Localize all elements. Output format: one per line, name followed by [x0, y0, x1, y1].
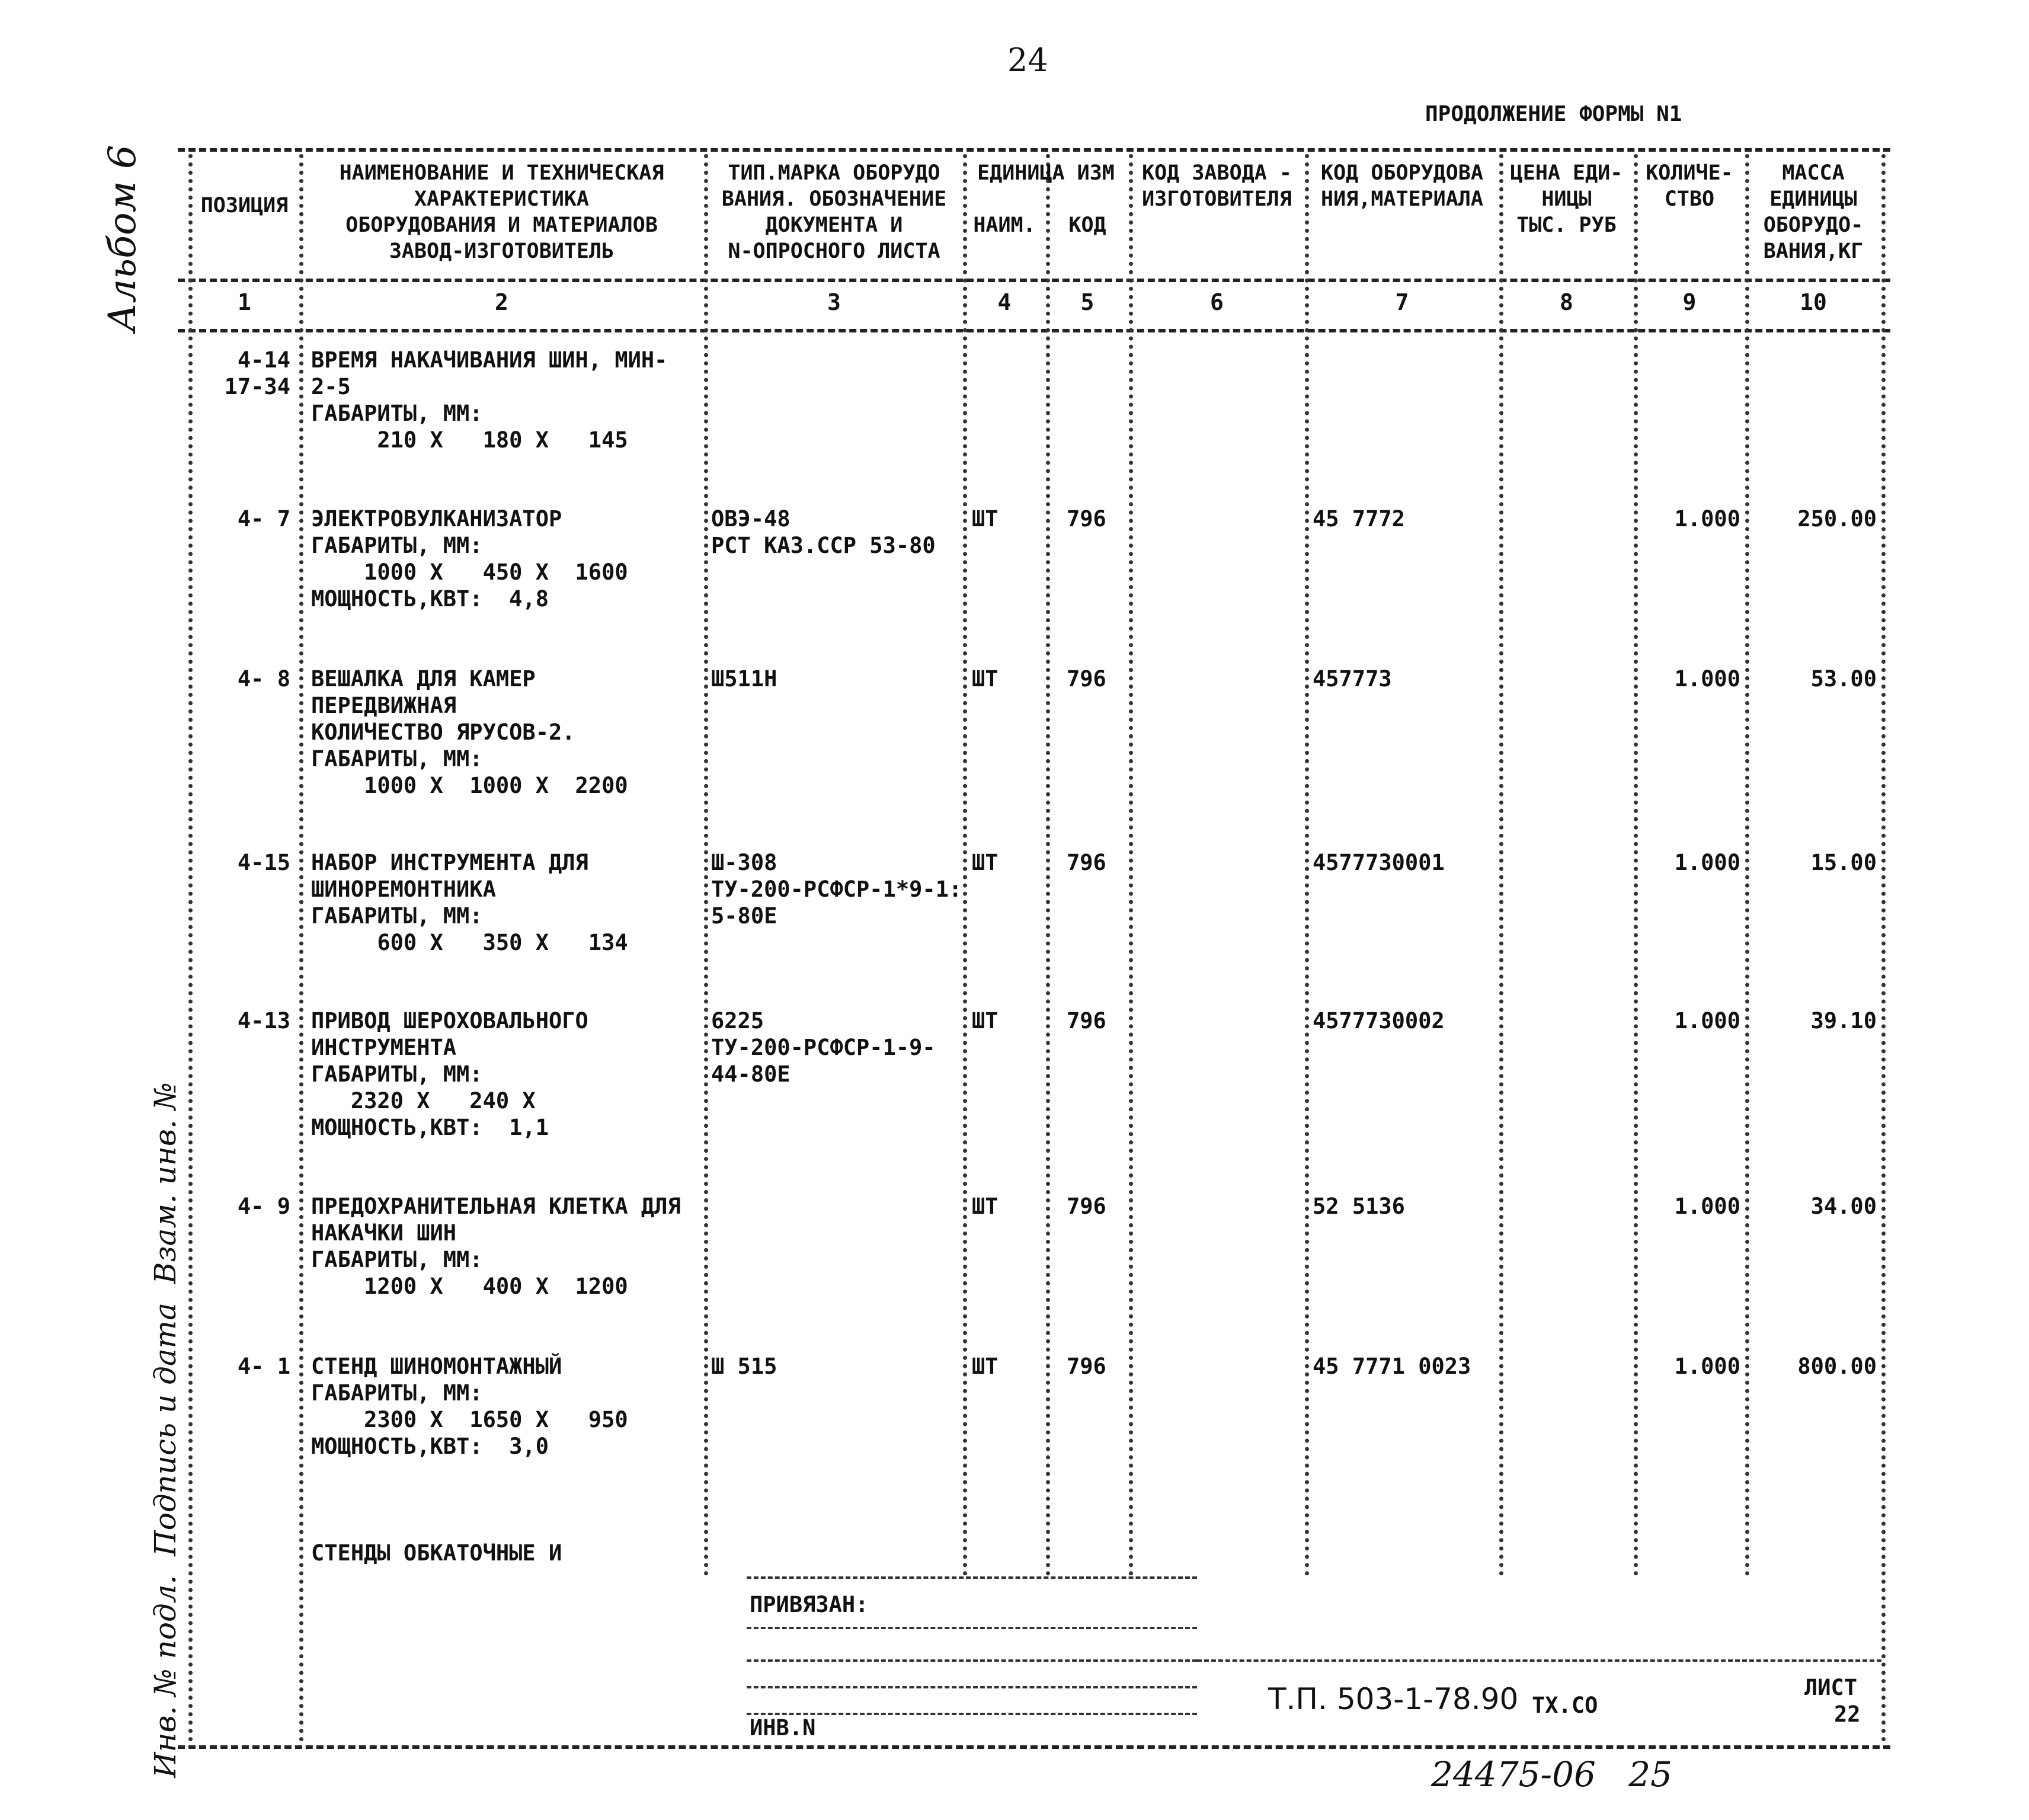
row-type: Ш-308 ТУ-200-РСФСР-1*9-1: 5-80Е	[711, 850, 962, 929]
row-quantity: 1.000	[1674, 1194, 1740, 1219]
row-type: Ш 515	[711, 1354, 777, 1379]
row-name: ВРЕМЯ НАКАЧИВАНИЯ ШИН, МИН- 2-5 ГАБАРИТЫ, ММ: 210 X 180 X 145	[311, 347, 668, 453]
col-sep	[1499, 154, 1503, 1576]
row-mass: 53.00	[1810, 666, 1877, 692]
stamp-privyazan: ПРИВЯЗАН:	[750, 1592, 869, 1617]
column-number: 4	[997, 289, 1012, 315]
col-sep	[704, 154, 708, 1576]
stamp-line	[747, 1686, 1197, 1688]
row-position: 4-14 17-34	[224, 347, 290, 399]
stamp-inv: ИНВ.N	[750, 1715, 816, 1741]
top-rule	[178, 148, 1890, 152]
stamp-line	[747, 1627, 1197, 1629]
row-unit: ШТ	[972, 850, 999, 875]
row-quantity: 1.000	[1674, 1354, 1740, 1379]
row-equip-code: 45 7772	[1313, 506, 1405, 532]
stamp-line	[1197, 1659, 1881, 1662]
continuation-label: ПРОДОЛЖЕНИЕ ФОРМЫ N1	[1425, 102, 1682, 126]
footer-handwritten-number: 24475-06 25	[1431, 1754, 1673, 1795]
row-type: Ш511Н	[711, 666, 777, 692]
row-quantity: 1.000	[1674, 666, 1740, 692]
col-sep	[1881, 154, 1886, 1742]
row-name: СТЕНД ШИНОМОНТАЖНЫЙ ГАБАРИТЫ, ММ: 2300 X 1650 X 950 МОЩНОСТЬ,КВТ: 3,0	[311, 1354, 628, 1459]
column-number: 7	[1395, 289, 1409, 315]
stamp-line	[747, 1659, 1197, 1662]
page-number: 24	[1007, 41, 1048, 79]
row-unit-code: 796	[1067, 506, 1106, 532]
row-name: ПРИВОД ШЕРОХОВАЛЬНОГО ИНСТРУМЕНТА ГАБАРИТЫ, ММ: 2320 X 240 X МОЩНОСТЬ,КВТ: 1,1	[311, 1008, 588, 1140]
row-unit: ШТ	[972, 1008, 999, 1034]
row-equip-code: 52 5136	[1313, 1194, 1405, 1219]
col-sep	[299, 154, 303, 1742]
column-number: 2	[495, 289, 508, 315]
row-name: НАБОР ИНСТРУМЕНТА ДЛЯ ШИНОРЕМОНТНИКА ГАБАРИТЫ, ММ: 600 X 350 X 134	[311, 850, 628, 955]
column-number: 6	[1210, 289, 1224, 315]
column-number: 10	[1800, 289, 1827, 315]
row-unit-code: 796	[1067, 1354, 1106, 1379]
row-unit: ШТ	[972, 1354, 999, 1379]
header-unit-name: НАИМ.	[973, 213, 1036, 237]
row-position: 4-13	[237, 1008, 290, 1034]
column-number: 3	[827, 289, 841, 315]
row-unit: ШТ	[972, 666, 999, 692]
row-position: 4- 9	[237, 1194, 290, 1219]
row-equip-code: 4577730001	[1313, 850, 1445, 875]
col-sep	[1129, 154, 1133, 1576]
stamp-sheet-label: ЛИСТ	[1804, 1675, 1858, 1700]
row-position: 4- 7	[237, 506, 290, 532]
row-equip-code: 4577730002	[1313, 1008, 1445, 1034]
header-equip-code: КОД ОБОРУДОВА НИЯ,МАТЕРИАЛА	[1321, 161, 1483, 211]
row-position: 4- 1	[237, 1354, 290, 1379]
header-type: ТИП.МАРКА ОБОРУДО ВАНИЯ. ОБОЗНАЧЕНИЕ ДОКУМЕНТА И N-ОПРОСНОГО ЛИСТА	[721, 161, 947, 263]
side-stamp-label: Инв. № подл. Подпись и дата Взам. инв. №	[148, 1082, 183, 1778]
row-name: ВЕШАЛКА ДЛЯ КАМЕР ПЕРЕДВИЖНАЯ КОЛИЧЕСТВО ЯРУСОВ-2. ГАБАРИТЫ, ММ: 1000 X 1000 X 2200	[311, 666, 628, 798]
row-mass: 39.10	[1810, 1008, 1877, 1034]
column-number: 9	[1682, 289, 1697, 315]
row-position: 4-15	[237, 850, 290, 875]
column-number: 8	[1560, 289, 1573, 315]
column-number: 5	[1080, 289, 1094, 315]
row-equip-code: 45 7771 0023	[1313, 1354, 1471, 1379]
row-quantity: 1.000	[1674, 1008, 1740, 1034]
header-mass: МАССА ЕДИНИЦЫ ОБОРУДО- ВАНИЯ,КГ	[1763, 161, 1864, 263]
row-unit-code: 796	[1067, 666, 1106, 692]
row-mass: 15.00	[1810, 850, 1877, 875]
row-mass: 34.00	[1810, 1194, 1877, 1219]
stamp-sheet-number: 22	[1834, 1701, 1861, 1727]
side-album-label: Альбом 6	[101, 145, 145, 332]
row-unit-code: 796	[1067, 1008, 1106, 1034]
header-price: ЦЕНА ЕДИ- НИЦЫ ТЫС. РУБ	[1510, 161, 1623, 237]
col-sep	[963, 154, 967, 1576]
column-number: 1	[238, 289, 251, 315]
row-type: ОВЭ-48 РСТ КАЗ.ССР 53-80	[711, 506, 936, 558]
row-type: 6225 ТУ-200-РСФСР-1-9- 44-80Е	[711, 1008, 936, 1087]
row-equip-code: 457773	[1313, 666, 1392, 692]
row-unit: ШТ	[972, 1194, 999, 1219]
row-name: ЭЛЕКТРОВУЛКАНИЗАТОР ГАБАРИТЫ, ММ: 1000 X 450 X 1600 МОЩНОСТЬ,КВТ: 4,8	[311, 506, 628, 612]
stamp-doc-code: Т.П. 503-1-78.90	[1268, 1682, 1519, 1716]
header-name: НАИМЕНОВАНИЕ И ТЕХНИЧЕСКАЯ ХАРАКТЕРИСТИКА ОБОРУДОВАНИЯ И МАТЕРИАЛОВ ЗАВОД-ИЗГОТОВИТЕЛЬ	[339, 161, 664, 263]
row-quantity: 1.000	[1674, 506, 1740, 532]
row-quantity: 1.000	[1674, 850, 1740, 875]
header-position: ПОЗИЦИЯ	[200, 194, 289, 217]
row-name: СТЕНДЫ ОБКАТОЧНЫЕ И	[311, 1540, 562, 1566]
bottom-rule	[178, 1745, 1890, 1749]
row-mass: 800.00	[1797, 1354, 1877, 1379]
row-unit-code: 796	[1067, 1194, 1106, 1219]
row-unit: ШТ	[972, 506, 999, 532]
stamp-line	[747, 1576, 1197, 1579]
header-quantity: КОЛИЧЕ- СТВО	[1646, 161, 1733, 211]
col-sep	[1305, 154, 1309, 1576]
stamp-doc-suffix: ТХ.СО	[1532, 1693, 1598, 1718]
row-unit-code: 796	[1067, 850, 1106, 875]
header-unit: ЕДИНИЦА ИЗМ	[977, 161, 1115, 185]
header-unit-code: КОД	[1068, 213, 1106, 237]
header-factory-code: КОД ЗАВОДА - ИЗГОТОВИТЕЛЯ	[1142, 161, 1292, 211]
row-mass: 250.00	[1797, 506, 1877, 532]
col-sep	[1046, 154, 1050, 1576]
row-position: 4- 8	[237, 666, 290, 692]
row-name: ПРЕДОХРАНИТЕЛЬНАЯ КЛЕТКА ДЛЯ НАКАЧКИ ШИН ГАБАРИТЫ, ММ: 1200 X 400 X 1200	[311, 1194, 681, 1299]
